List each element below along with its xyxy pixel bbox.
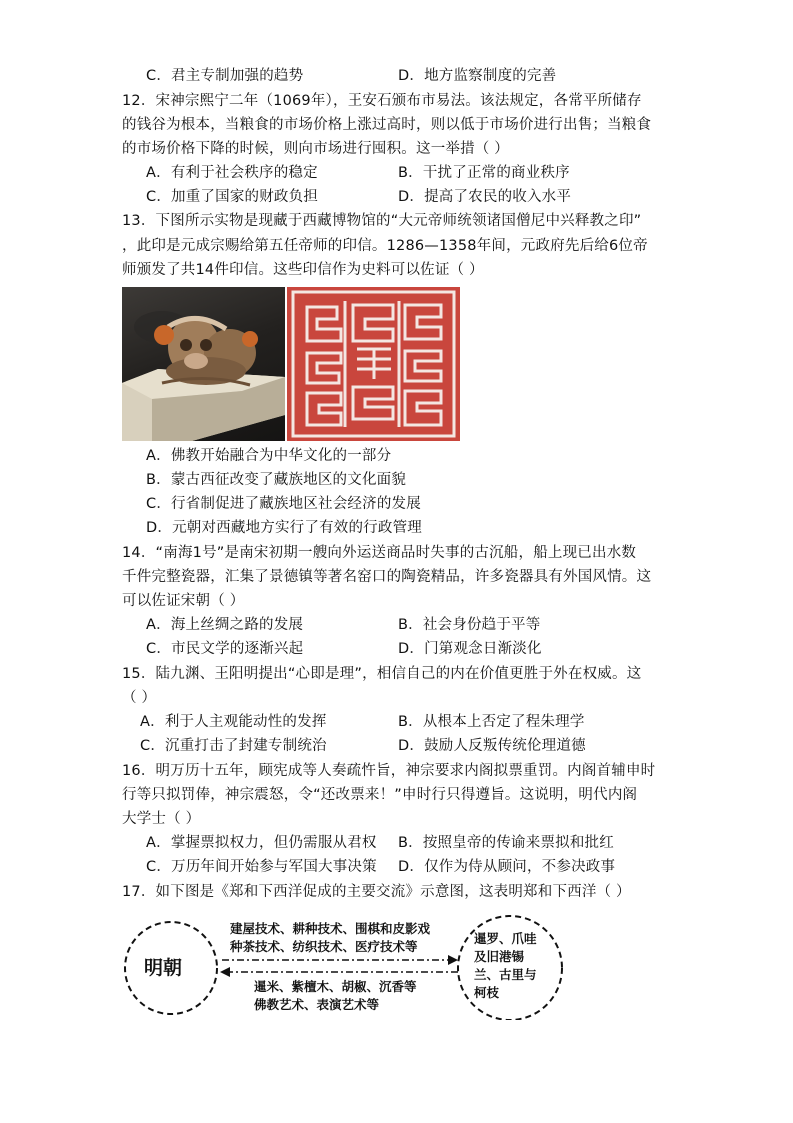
q16-stem-line-2: 行等只拟罚俸，神宗震怒，令“还改票来！”申时行只得遵旨。这说明，明代内阁 (122, 787, 638, 803)
q12-option-b: B．干扰了正常的商业秩序 (398, 165, 570, 181)
q12-stem-line-3: 的市场价格下降的时候，则向市场进行囤积。这一举措（ ） (122, 141, 510, 157)
q15-option-b: B．从根本上否定了程朱理学 (398, 714, 585, 730)
q15-option-c: C．沉重打击了封建专制统治 (140, 738, 327, 754)
q14-option-a: A．海上丝绸之路的发展 (146, 617, 304, 633)
q14-stem-line-2: 千件完整瓷器，汇集了景德镇等著名窑口的陶瓷精品，许多瓷器具有外国风情。这 (122, 569, 652, 585)
foreign-line-1: 暹罗、爪哇 (474, 931, 537, 946)
q13-stem-line-1: 13．下图所示实物是现藏于西藏博物馆的“大元帝师统领诸国僧尼中兴释教之印” (122, 213, 642, 229)
seal-imprint (287, 287, 460, 441)
q12-stem-line-2: 的钱谷为根本，当粮食的市场价格上涨过高时，则以低于市场价进行出售；当粮食 (122, 117, 652, 133)
q13-option-d: D．元朝对西藏地方实行了有效的行政管理 (146, 520, 422, 536)
q14-stem-line-3: 可以佐证宋朝（ ） (122, 593, 245, 609)
inbound-line-1: 暹米、紫檀木、胡椒、沉香等 (254, 979, 417, 994)
outbound-line-1: 建屋技术、耕种技术、围棋和皮影戏 (230, 921, 431, 936)
q16-option-c: C．万历年间开始参与军国大事决策 (146, 859, 377, 875)
seal-imprint-drawing (287, 287, 460, 441)
q17-stem-line-1: 17．如下图是《郑和下西洋促成的主要交流》示意图，这表明郑和下西洋（ ） (122, 884, 631, 900)
exchange-diagram (118, 910, 568, 1020)
outbound-line-2: 种茶技术、纺织技术、医疗技术等 (230, 939, 418, 954)
q11-option-d: D．地方监察制度的完善 (398, 68, 557, 84)
q12-option-c: C．加重了国家的财政负担 (146, 189, 319, 205)
q12-option-d: D．提高了农民的收入水平 (398, 189, 572, 205)
q14-option-c: C．市民文学的逐渐兴起 (146, 641, 304, 657)
q15-stem-line-2: （ ） (122, 690, 157, 706)
q16-option-d: D．仅作为侍从顾问，不参决政事 (398, 859, 616, 875)
q13-option-c: C．行省制促进了藏族地区社会经济的发展 (146, 496, 421, 512)
q12-option-a: A．有利于社会秩序的稳定 (146, 165, 318, 181)
seal-photo (122, 287, 285, 441)
q12-stem-line-1: 12．宋神宗熙宁二年（1069年），王安石颁布市易法。该法规定，各常平所储存 (122, 93, 642, 109)
q16-option-b: B．按照皇帝的传谕来票拟和批红 (398, 835, 614, 851)
q15-stem-line-1: 15．陆九渊、王阳明提出“心即是理”，相信自己的内在价值更胜于外在权威。这 (122, 666, 642, 682)
q13-option-a: A．佛教开始融合为中华文化的一部分 (146, 448, 392, 464)
inbound-line-2: 佛教艺术、表演艺术等 (254, 997, 380, 1012)
q15-option-a: A．利于人主观能动性的发挥 (140, 714, 327, 730)
q16-stem-line-1: 16．明万历十五年，顾宪成等人奏疏忤旨，神宗要求内阁拟票重罚。内阁首辅申时 (122, 763, 656, 779)
q16-stem-line-3: 大学士（ ） (122, 811, 201, 827)
seal-photo-drawing (122, 287, 285, 441)
q14-option-d: D．门第观念日渐淡化 (398, 641, 542, 657)
q16-option-a: A．掌握票拟权力，但仍需服从君权 (146, 835, 377, 851)
q14-stem-line-1: 14．“南海1号”是南宋初期一艘向外运送商品时失事的古沉船，船上现已出水数 (122, 545, 637, 561)
q13-option-b: B．蒙古西征改变了藏族地区的文化面貌 (146, 472, 407, 488)
foreign-line-2: 及旧港锡 (474, 949, 525, 964)
q13-stem-line-2: ，此印是元成宗赐给第五任帝师的印信。1286—1358年间，元政府先后给6位帝 (122, 238, 648, 254)
foreign-line-3: 兰、古里与 (474, 967, 537, 982)
q13-stem-line-3: 师颁发了共14件印信。这些印信作为史料可以佐证（ ） (122, 262, 484, 278)
q14-option-b: B．社会身份趋于平等 (398, 617, 541, 633)
ming-label: 明朝 (144, 957, 183, 979)
foreign-line-4: 柯枝 (474, 985, 500, 1000)
q11-option-c: C．君主专制加强的趋势 (146, 68, 304, 84)
q15-option-d: D．鼓励人反叛传统伦理道德 (398, 738, 586, 754)
